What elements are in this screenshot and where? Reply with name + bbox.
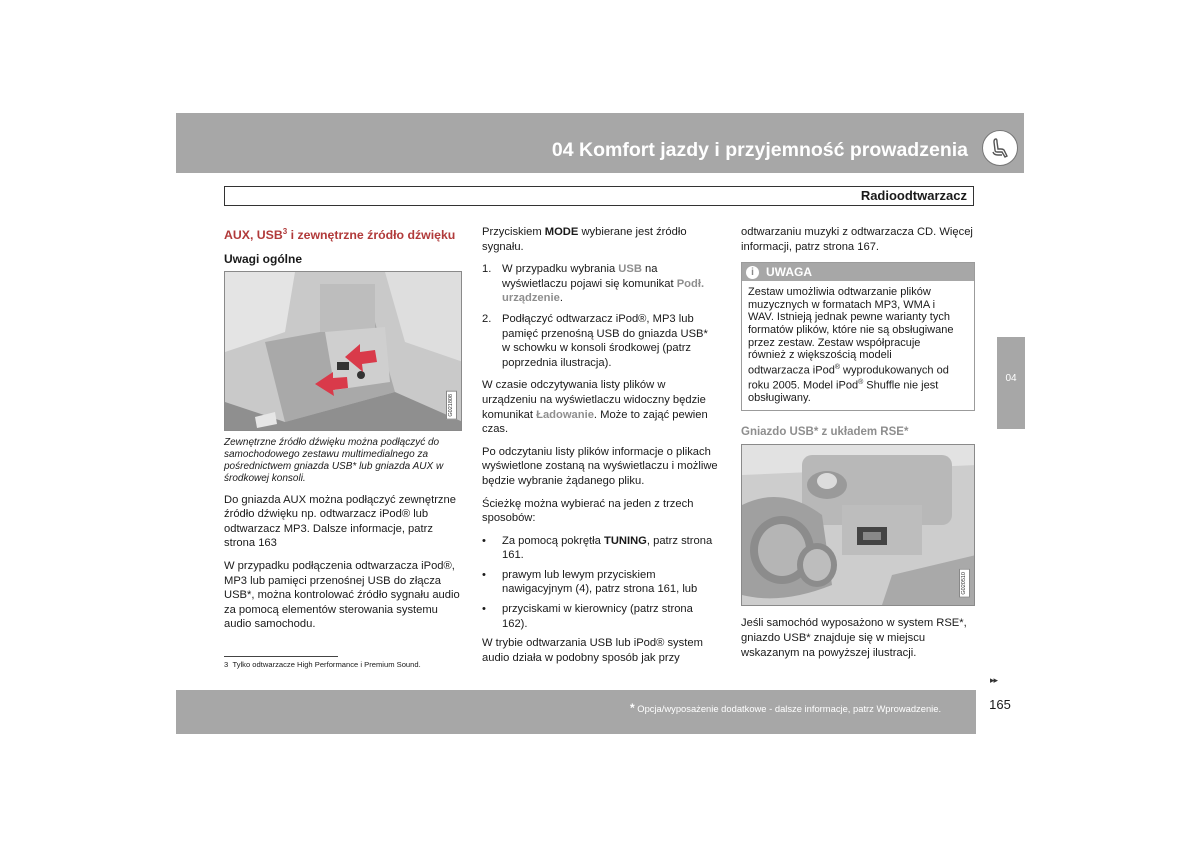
paragraph: Jeśli samochód wyposażono w system RSE*, gniazdo USB* znajduje się w miejscu wskazanym na powyższej ilustracji. bbox=[741, 617, 967, 659]
steps-list bbox=[482, 262, 718, 370]
list-item: • przyciskami w kierownicy (patrz strona 162). bbox=[482, 603, 693, 630]
paragraph: odtwarzaniu muzyki z odtwarzacza CD. Więcej informacji, patrz strona 167. bbox=[741, 226, 973, 253]
page-footer bbox=[176, 690, 1024, 734]
paragraph: Po odczytaniu listy plików informacje o plikach wyświetlone zostaną na wyświetlaczu i możliwe będzie wybranie żądanego pliku. bbox=[482, 445, 718, 487]
photo-code: G020510 bbox=[959, 569, 970, 598]
note-header bbox=[742, 263, 974, 281]
column-3 bbox=[741, 225, 975, 668]
seat-icon bbox=[982, 130, 1018, 166]
paragraph: W przypadku podłączenia odtwarzacza iPod®, MP3 lub pamięci przenośnej USB do złącza USB*, można kontrolować źródło sygnału audio za pomocą elementów sterowania systemu audio samochodu. bbox=[224, 560, 460, 631]
rse-usb-photo bbox=[741, 444, 975, 606]
subheading-rse: Gniazdo USB* z układem RSE* bbox=[741, 425, 909, 438]
subheading-general: Uwagi ogólne bbox=[224, 252, 302, 267]
paragraph: Ścieżkę można wybierać na jeden z trzech sposobów: bbox=[482, 497, 694, 525]
photo-caption: Zewnętrzne źródło dźwięku można podłączyć do samochodowego zestawu multimedialnego za pośrednictwem gniazda USB* lub gniazda AUX w środkowej konsoli. bbox=[224, 436, 444, 484]
note-box bbox=[741, 262, 975, 411]
footer-note: * Opcja/wyposażenie dodatkowe - dalsze informacje, patrz Wprowadzenie. bbox=[630, 701, 942, 715]
paragraph: W czasie odczytywania listy plików w urządzeniu na wyświetlaczu widoczny będzie komunikat Ładowanie. Może to zająć pewien czas. bbox=[482, 379, 708, 436]
paragraph: Przyciskiem MODE wybierane jest źródło sygnału. bbox=[482, 226, 687, 253]
chapter-tab: 04 bbox=[997, 337, 1025, 429]
page-number: 165 bbox=[976, 690, 1024, 734]
list-item: • Za pomocą pokrętła TUNING, patrz strona 161. bbox=[482, 534, 713, 562]
column-1 bbox=[224, 225, 462, 640]
photo-code: G021808 bbox=[446, 391, 457, 420]
info-icon: i bbox=[746, 266, 759, 279]
column-2 bbox=[482, 225, 718, 673]
chapter-title: 04 Komfort jazdy i przyjemność prowadzenia bbox=[551, 139, 968, 161]
chapter-header bbox=[176, 113, 1024, 173]
section-bar bbox=[224, 186, 974, 206]
list-item: 2. Podłączyć odtwarzacz iPod®, MP3 lub pamięć przenośną USB do gniazda USB* w schowku w konsoli środkowej (patrz poprzednia ilustracja). bbox=[482, 312, 708, 369]
list-item: • prawym lub lewym przyciskiem nawigacyjnym (4), patrz strona 161, lub bbox=[482, 568, 698, 596]
section-heading: AUX, USB$^3$ i zewnętrzne źródło dźwięku bbox=[224, 227, 456, 243]
footnote-divider bbox=[224, 656, 338, 657]
footnote: 3 Tylko odtwarzacze High Performance i Premium Sound. bbox=[224, 660, 421, 669]
note-text: Zestaw umożliwia odtwarzanie plików muzycznych w formatach MP3, WMA i WAV. Istnieją jednak pewne warianty tych formatów plików, które nie są obsługiwane przez zestaw. Zestaw współpracuje również z większością modeli odtwarzacza iPod® wyprodukowanych od roku 2005. Model iPod® Shuffle nie jest obsługiwany. bbox=[748, 286, 954, 405]
paragraph: W trybie odtwarzania USB lub iPod® system audio działa w podobny sposób jak przy bbox=[482, 637, 703, 664]
continue-arrows-icon: ▸▸ bbox=[990, 675, 998, 685]
aux-usb-photo bbox=[224, 271, 462, 431]
section-title: Radioodtwarzacz bbox=[860, 188, 967, 203]
note-label: UWAGA bbox=[766, 264, 812, 279]
paragraph: Do gniazda AUX można podłączyć zewnętrzne źródło dźwięku np. odtwarzacz iPod® lub odtwarzacz MP3. Dalsze informacje, patrz strona 163 bbox=[224, 493, 456, 550]
list-item: 1. W przypadku wybrania USB na wyświetlaczu pojawi się komunikat Podł. urządzenie. bbox=[482, 263, 705, 305]
